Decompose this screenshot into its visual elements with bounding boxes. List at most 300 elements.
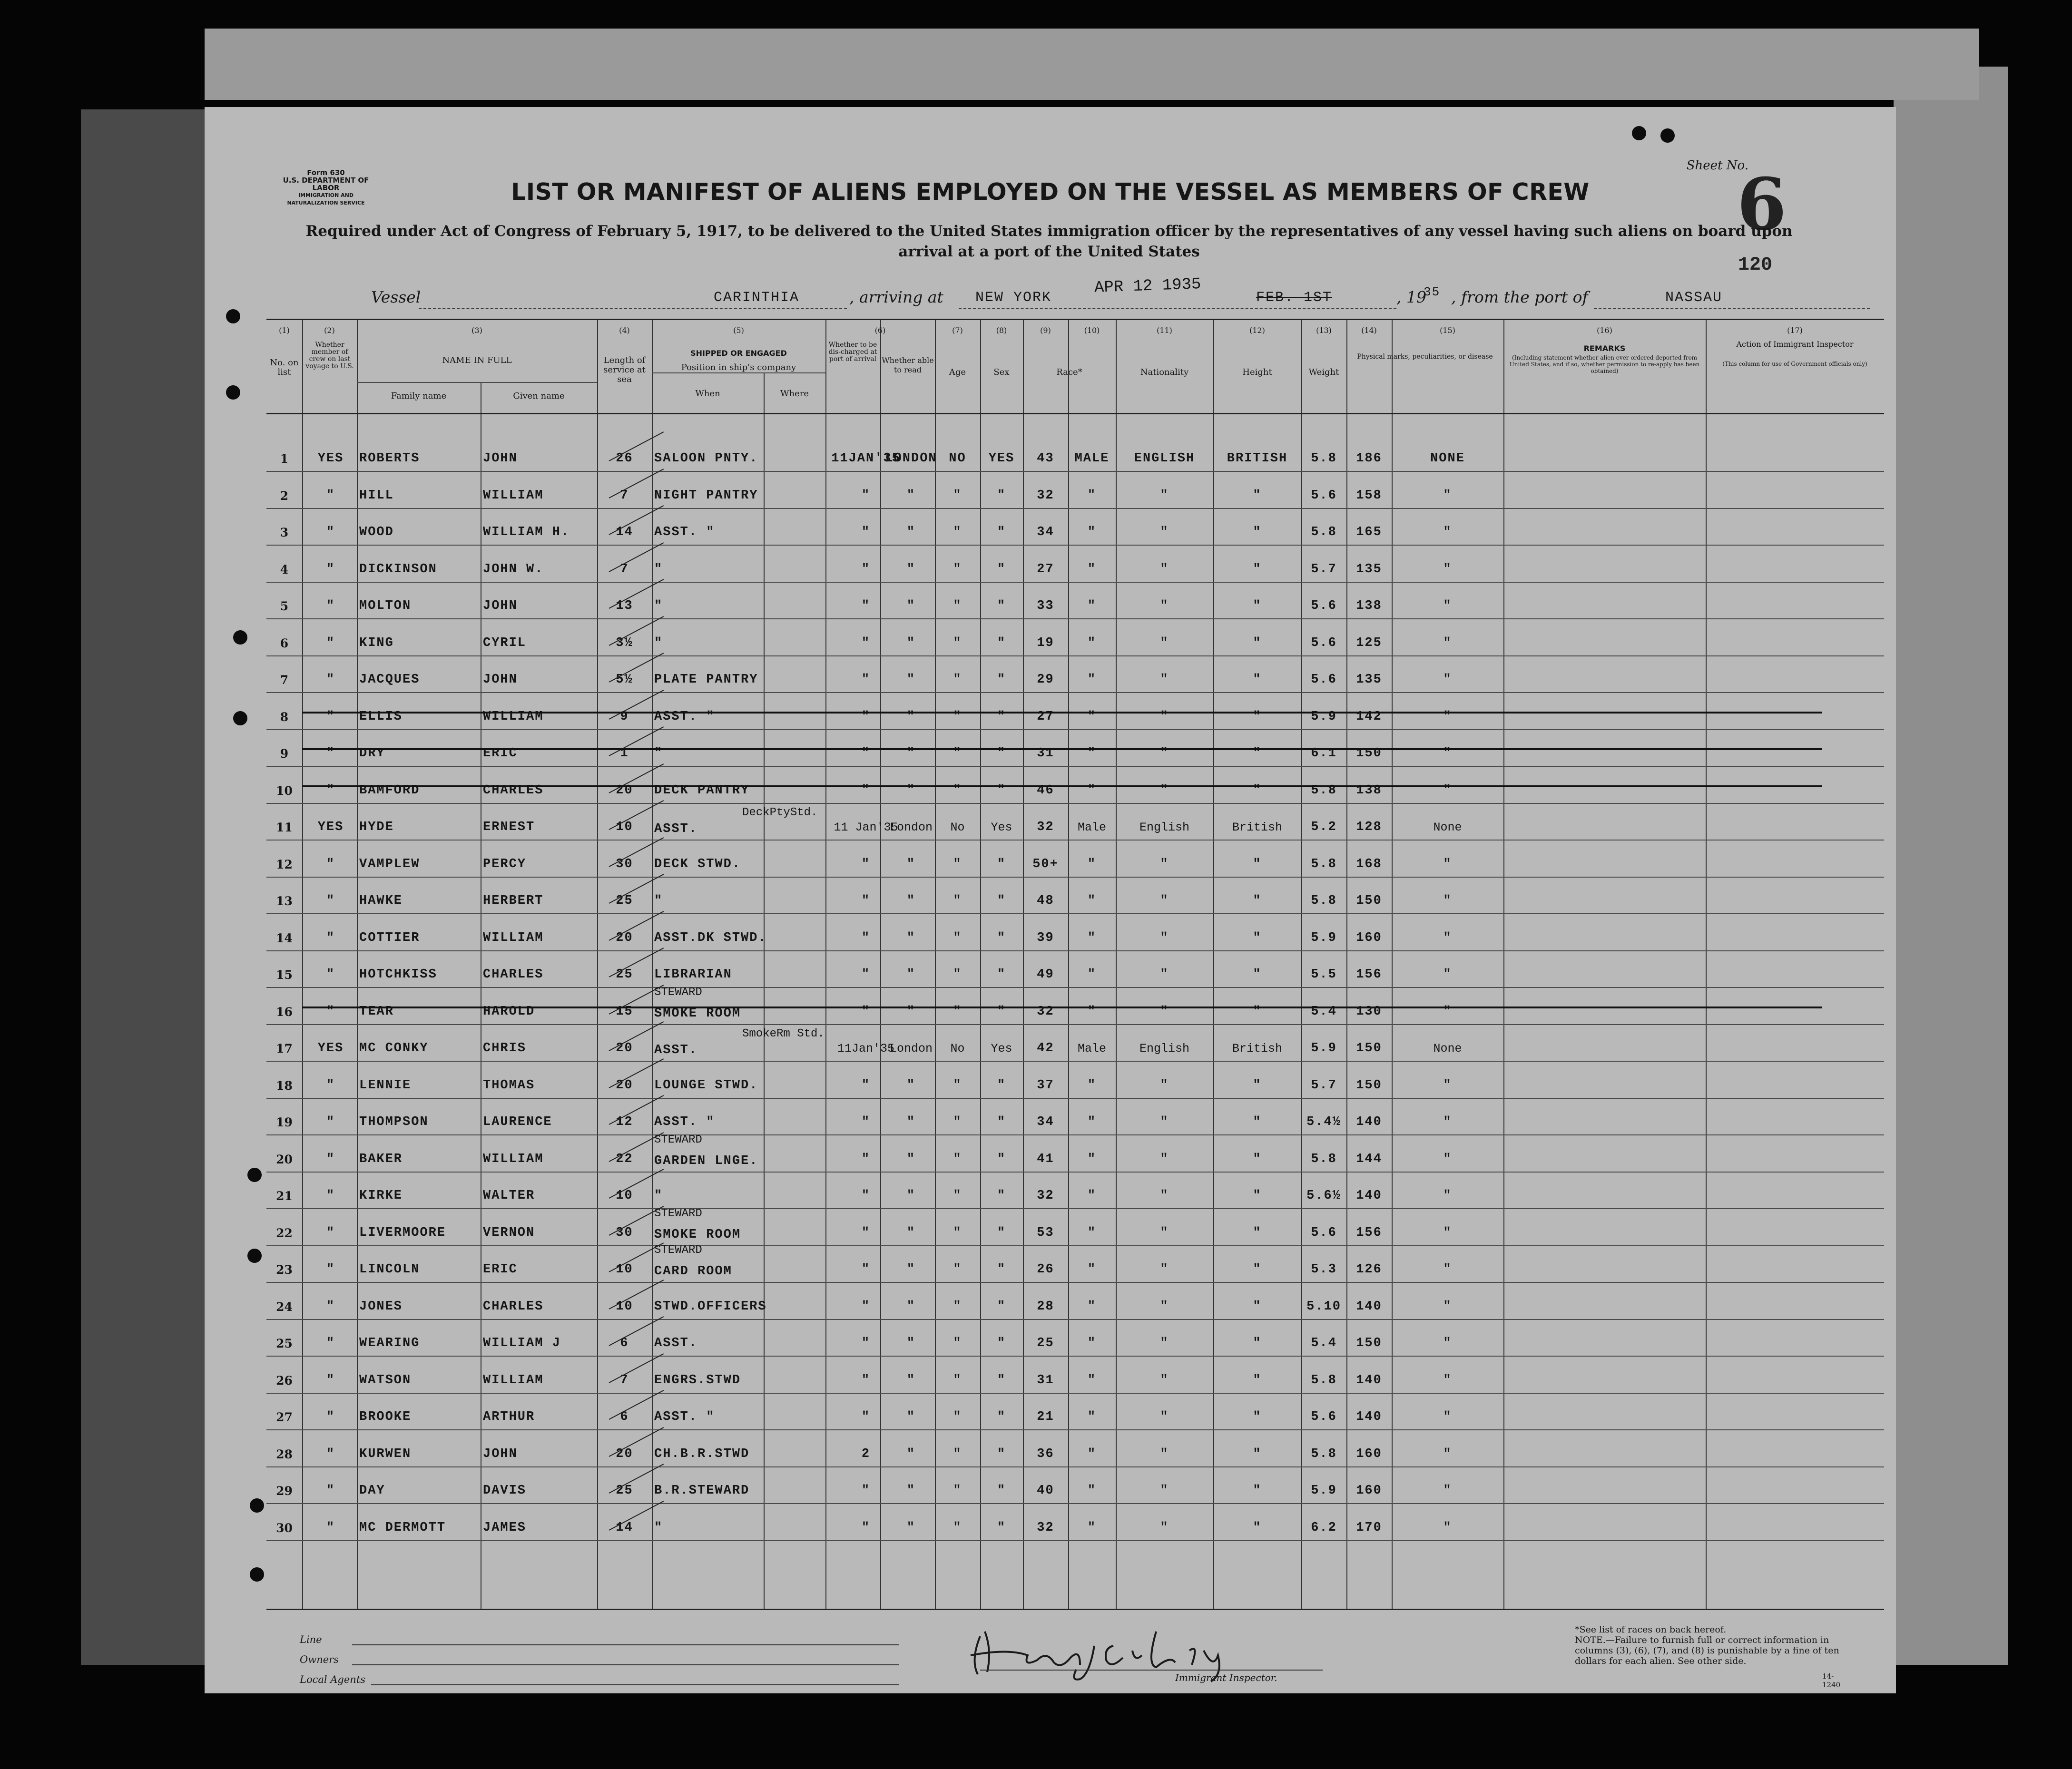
cell-family: JACQUES [359, 673, 420, 687]
cell-family: LENNIE [359, 1078, 412, 1093]
cell-marks: " [1443, 1299, 1452, 1314]
cell-position: ASST. [654, 822, 698, 836]
cell-given: HAROLD [483, 1004, 535, 1019]
cell-family: ELLIS [359, 709, 403, 724]
owners-label: Owners [300, 1654, 339, 1665]
cell-height: 5.6 [1311, 635, 1337, 650]
cell-marks: " [1443, 930, 1452, 945]
cell-family: HILL [359, 488, 394, 503]
cell-age: 32 [1037, 1004, 1054, 1019]
header-action: Action of Immigrant Inspector [1736, 340, 1854, 349]
cell-discharged: " [953, 488, 962, 503]
cell-read: " [997, 857, 1006, 871]
cell-read: " [997, 599, 1006, 613]
header-sex: Sex [993, 367, 1010, 377]
cell-service: 5½ [616, 673, 633, 687]
cell-given: CHRIS [483, 1041, 527, 1056]
cell-race: " [1160, 857, 1169, 871]
cell-service: 6 [620, 1410, 629, 1424]
cell-nationality: " [1253, 1078, 1262, 1093]
cell-race: " [1160, 1410, 1169, 1424]
cell-age: 48 [1037, 894, 1054, 908]
cell-service: 6 [620, 1336, 629, 1350]
cell-last-voyage: " [326, 635, 335, 650]
cell-discharged: No [950, 1042, 965, 1056]
cell-nationality: " [1253, 1004, 1262, 1019]
cell-marks: None [1433, 1042, 1462, 1056]
cell-age: 53 [1037, 1225, 1054, 1240]
cell-race: " [1160, 1299, 1169, 1314]
cell-discharged: " [953, 1299, 962, 1314]
cell-last-voyage: " [326, 1152, 335, 1166]
cell-where: LONDON [885, 451, 937, 466]
cell-race: English [1139, 1042, 1190, 1056]
cell-age: 32 [1037, 488, 1054, 503]
cell-marks: " [1443, 525, 1452, 539]
cell-where: " [906, 1115, 916, 1129]
cell-nationality: " [1253, 1520, 1262, 1535]
cell-marks: " [1443, 1373, 1452, 1388]
cell-sex: " [1087, 1004, 1097, 1019]
cell-height: 5.6 [1311, 673, 1337, 687]
cell-sex: " [1087, 894, 1097, 908]
header-remarks: REMARKS [1583, 344, 1626, 353]
cell-no: 16 [276, 1005, 293, 1019]
cell-no: 11 [276, 821, 293, 834]
cell-read: " [997, 1484, 1006, 1498]
cell-read: " [997, 1520, 1006, 1535]
cell-service: 20 [616, 930, 633, 945]
table-row [266, 1282, 1884, 1319]
cell-age: 36 [1037, 1446, 1054, 1461]
cell-where: " [906, 1484, 916, 1498]
col-num-5: (5) [733, 326, 744, 335]
cell-service: 20 [616, 1041, 633, 1056]
cell-race: " [1160, 1484, 1169, 1498]
header-no-on-list: No. on list [270, 358, 299, 377]
cell-family: HYDE [359, 820, 394, 834]
table-row [266, 619, 1884, 656]
cell-where: " [906, 635, 916, 650]
cell-height: 5.9 [1311, 1041, 1337, 1056]
vessel-name: CARINTHIA [714, 290, 800, 306]
cell-position: GARDEN LNGE. [654, 1153, 758, 1168]
cell-position: ASST. " [654, 525, 715, 539]
cell-marks: " [1443, 1225, 1452, 1240]
cell-given: JOHN [483, 673, 518, 687]
footnote [1575, 1624, 1846, 1666]
cell-height: 5.8 [1311, 1446, 1337, 1461]
cell-when: " [861, 894, 871, 908]
cell-read: " [997, 1336, 1006, 1350]
cell-sex: " [1087, 968, 1097, 982]
arriving-port: NEW YORK [975, 290, 1052, 306]
cell-where: " [906, 1078, 916, 1093]
cell-given: ARTHUR [483, 1410, 535, 1424]
cell-family: VAMPLEW [359, 857, 420, 871]
header-nationality: Nationality [1140, 367, 1189, 377]
cell-service: 10 [616, 1299, 633, 1314]
cell-nationality: " [1253, 599, 1262, 613]
cell-age: 32 [1037, 820, 1054, 834]
cell-sex: Male [1077, 821, 1106, 834]
cell-when: " [861, 1410, 871, 1424]
cell-weight: 135 [1356, 673, 1382, 687]
cell-nationality: " [1253, 1484, 1262, 1498]
cell-service: 20 [616, 1446, 633, 1461]
col-num-16: (16) [1597, 326, 1612, 335]
cell-family: BAKER [359, 1152, 403, 1166]
table-row [266, 1024, 1884, 1061]
cell-weight: 160 [1356, 930, 1382, 945]
cell-nationality: " [1253, 1152, 1262, 1166]
cell-no: 19 [276, 1115, 293, 1129]
cell-no: 30 [276, 1521, 293, 1535]
cell-height: 5.3 [1311, 1262, 1337, 1277]
cell-height: 5.8 [1311, 783, 1337, 798]
cell-given: DAVIS [483, 1484, 527, 1498]
cell-read: " [997, 1078, 1006, 1093]
cell-where: " [906, 1410, 916, 1424]
punch-hole [1632, 126, 1646, 140]
table-row [266, 840, 1884, 877]
cell-service: 13 [616, 599, 633, 613]
background-page-right [1894, 67, 2008, 1665]
cell-discharged: " [953, 857, 962, 871]
table-row [266, 950, 1884, 987]
cell-where: London [889, 821, 933, 834]
punch-hole [250, 1498, 264, 1513]
punch-hole [1660, 128, 1675, 143]
cell-position: ASST. " [654, 1410, 715, 1424]
cell-last-voyage: " [326, 783, 335, 798]
cell-height: 5.8 [1311, 1152, 1337, 1166]
cell-position: ENGRS.STWD [654, 1373, 741, 1388]
cell-position: " [654, 894, 663, 908]
cell-nationality: " [1253, 709, 1262, 724]
cell-position-note: STEWARD [654, 1244, 702, 1257]
table-row [266, 1504, 1884, 1541]
cell-given: LAURENCE [483, 1115, 552, 1129]
cell-race: " [1160, 1115, 1169, 1129]
cell-last-voyage: " [326, 525, 335, 539]
cell-given: JAMES [483, 1520, 527, 1535]
header-age: Age [949, 367, 966, 377]
cell-position: DECK PANTRY [654, 783, 750, 798]
cell-marks: " [1443, 746, 1452, 761]
cell-sex: " [1087, 525, 1097, 539]
cell-no: 29 [276, 1484, 293, 1498]
cell-age: 33 [1037, 599, 1054, 613]
cell-marks: " [1443, 1115, 1452, 1129]
cell-service: 10 [616, 1262, 633, 1277]
cell-nationality: " [1253, 562, 1262, 577]
cell-last-voyage: YES [317, 1041, 344, 1056]
cell-where: " [906, 562, 916, 577]
cell-age: 25 [1037, 1336, 1054, 1350]
cell-sex: " [1087, 709, 1097, 724]
punch-hole [247, 1249, 262, 1263]
cell-discharged: " [953, 1484, 962, 1498]
crew-table [266, 319, 1884, 1610]
cell-family: KURWEN [359, 1446, 412, 1461]
cell-sex: " [1087, 1115, 1097, 1129]
table-row [266, 914, 1884, 951]
cell-height: 5.6 [1311, 488, 1337, 503]
cell-when: " [861, 930, 871, 945]
cell-position: ASST. " [654, 1115, 715, 1129]
cell-last-voyage: " [326, 1078, 335, 1093]
cell-age: 27 [1037, 562, 1054, 577]
cell-race: " [1160, 1373, 1169, 1388]
table-row [266, 1356, 1884, 1393]
cell-height: 5.6 [1311, 1410, 1337, 1424]
cell-sex: " [1087, 930, 1097, 945]
col-num-13: (13) [1316, 326, 1332, 335]
cell-sex: Male [1077, 1042, 1106, 1056]
punch-hole [250, 1567, 264, 1582]
background-page-left [81, 109, 205, 1665]
cell-given: JOHN W. [483, 562, 544, 577]
cell-where: " [906, 525, 916, 539]
cell-nationality: " [1253, 1225, 1262, 1240]
cell-position: " [654, 562, 663, 577]
cell-read: " [997, 1410, 1006, 1424]
cell-no: 23 [276, 1263, 293, 1277]
cell-no: 7 [280, 673, 289, 687]
cell-age: 34 [1037, 525, 1054, 539]
cell-service: 25 [616, 968, 633, 982]
cell-when: " [861, 1373, 871, 1388]
cell-last-voyage: " [326, 1484, 335, 1498]
cell-race: " [1160, 525, 1169, 539]
cell-nationality: " [1253, 673, 1262, 687]
cell-weight: 138 [1356, 599, 1382, 613]
cell-age: 40 [1037, 1484, 1054, 1498]
cell-no: 13 [276, 894, 293, 908]
cell-discharged: " [953, 1225, 962, 1240]
col-num-6: (6) [874, 326, 886, 335]
cell-weight: 126 [1356, 1262, 1382, 1277]
cell-position: DECK STWD. [654, 857, 741, 871]
cell-service: 20 [616, 783, 633, 798]
col-num-7: (7) [952, 326, 963, 335]
cell-race: " [1160, 968, 1169, 982]
header-where: Where [780, 389, 809, 399]
cell-when: 2 [861, 1446, 871, 1461]
cell-age: 43 [1037, 451, 1054, 466]
cell-no: 6 [280, 636, 289, 650]
table-row [266, 693, 1884, 730]
cell-last-voyage: " [326, 1520, 335, 1535]
cell-marks: " [1443, 1520, 1452, 1535]
cell-sex: " [1087, 1189, 1097, 1203]
cell-age: 32 [1037, 1189, 1054, 1203]
cell-service: 1 [620, 746, 629, 761]
cell-sex: " [1087, 562, 1097, 577]
cell-nationality: " [1253, 930, 1262, 945]
col-num-17: (17) [1787, 326, 1803, 335]
cell-height: 5.10 [1306, 1299, 1341, 1314]
cell-last-voyage: " [326, 1299, 335, 1314]
cell-position: " [654, 1520, 663, 1535]
cell-when: " [861, 599, 871, 613]
cell-position: PLATE PANTRY [654, 673, 758, 687]
cell-weight: 156 [1356, 1225, 1382, 1240]
cell-age: 21 [1037, 1410, 1054, 1424]
cell-when: " [861, 673, 871, 687]
cell-weight: 135 [1356, 562, 1382, 577]
cancellation-line [302, 748, 1822, 750]
cell-no: 21 [276, 1189, 293, 1203]
vessel-label: Vessel [371, 288, 421, 306]
cell-last-voyage: " [326, 1373, 335, 1388]
cell-family: KING [359, 635, 394, 650]
arriving-label: , arriving at [849, 288, 943, 306]
cell-family: THOMPSON [359, 1115, 429, 1129]
cell-race: " [1160, 783, 1169, 798]
cell-given: WALTER [483, 1189, 535, 1203]
header-action-note: (This column for use of Government officials only) [1722, 361, 1867, 367]
table-row [266, 434, 1884, 471]
cell-age: 39 [1037, 930, 1054, 945]
cell-height: 5.6½ [1306, 1189, 1341, 1203]
cell-position: " [654, 599, 663, 613]
cell-no: 27 [276, 1410, 293, 1424]
cell-weight: 168 [1356, 857, 1382, 871]
footnote-fine: NOTE.—Failure to furnish full or correct information in columns (3), (6), (7), and (8) is punishable by a fine of ten dollars for each alien. See other side. [1575, 1635, 1839, 1666]
cell-when: " [861, 1520, 871, 1535]
cell-height: 5.4 [1311, 1336, 1337, 1350]
cell-where: " [906, 1004, 916, 1019]
cell-service: 7 [620, 562, 629, 577]
cell-marks: " [1443, 1484, 1452, 1498]
cell-where: " [906, 783, 916, 798]
cell-age: 28 [1037, 1299, 1054, 1314]
cell-read: " [997, 968, 1006, 982]
cell-nationality: " [1253, 635, 1262, 650]
table-row [266, 877, 1884, 914]
cell-marks: " [1443, 857, 1452, 871]
cell-race: " [1160, 930, 1169, 945]
header-discharged: Whether to be dis-charged at port of arrival [828, 341, 877, 363]
cell-discharged: " [953, 673, 962, 687]
cell-nationality: " [1253, 894, 1262, 908]
cell-service: 7 [620, 488, 629, 503]
cell-marks: " [1443, 488, 1452, 503]
cell-when: " [861, 1262, 871, 1277]
cell-when: " [861, 1299, 871, 1314]
cell-when: " [861, 1004, 871, 1019]
cell-position: LIBRARIAN [654, 968, 732, 982]
col-num-8: (8) [996, 326, 1007, 335]
cell-no: 1 [280, 452, 289, 466]
cell-race: " [1160, 1078, 1169, 1093]
cell-when: " [861, 1189, 871, 1203]
cell-service: 20 [616, 1078, 633, 1093]
print-code: 14-1240 [1822, 1672, 1841, 1689]
col-num-11: (11) [1157, 326, 1172, 335]
cell-nationality: " [1253, 1410, 1262, 1424]
cell-weight: 150 [1356, 894, 1382, 908]
local-agents-label: Local Agents [300, 1674, 366, 1685]
cell-no: 5 [280, 599, 289, 613]
cell-age: 34 [1037, 1115, 1054, 1129]
cell-age: 26 [1037, 1262, 1054, 1277]
cell-no: 8 [280, 710, 289, 724]
cell-age: 31 [1037, 746, 1054, 761]
cell-marks: " [1443, 968, 1452, 982]
cell-position: SALOON PNTY. [654, 451, 758, 466]
cell-weight: 150 [1356, 746, 1382, 761]
cell-weight: 150 [1356, 1041, 1382, 1056]
cell-sex: " [1087, 1336, 1097, 1350]
cell-read: " [997, 783, 1006, 798]
cell-race: " [1160, 1262, 1169, 1277]
cell-sex: " [1087, 1225, 1097, 1240]
cell-position-note: DeckPtyStd. [742, 806, 818, 819]
cell-weight: 125 [1356, 635, 1382, 650]
cell-where: " [906, 1336, 916, 1350]
table-row [266, 1245, 1884, 1282]
cell-family: MC CONKY [359, 1041, 429, 1056]
cell-family: HOTCHKISS [359, 968, 437, 982]
manifest-page [205, 107, 1896, 1693]
table-row [266, 1209, 1884, 1246]
cell-position: CARD ROOM [654, 1264, 732, 1279]
cell-last-voyage: " [326, 894, 335, 908]
cell-service: 14 [616, 1520, 633, 1535]
cell-given: JOHN [483, 1446, 518, 1461]
cell-discharged: " [953, 1115, 962, 1129]
cell-service: 7 [620, 1373, 629, 1388]
cell-sex: " [1087, 857, 1097, 871]
cell-discharged: NO [949, 451, 966, 466]
cell-read: " [997, 1115, 1006, 1129]
cell-family: MC DERMOTT [359, 1520, 446, 1535]
table-row [266, 987, 1884, 1025]
table-row [266, 1466, 1884, 1504]
punch-hole [247, 1168, 262, 1182]
sheet-sequence: 120 [1738, 254, 1772, 276]
table-row [266, 1172, 1884, 1209]
cell-service: 30 [616, 1225, 633, 1240]
cell-service: 10 [616, 820, 633, 834]
cell-discharged: " [953, 709, 962, 724]
cell-age: 46 [1037, 783, 1054, 798]
cell-age: 49 [1037, 968, 1054, 982]
cell-read: " [997, 1299, 1006, 1314]
header-family-name: Family name [391, 391, 447, 401]
col-num-4: (4) [619, 326, 630, 335]
cell-given: PERCY [483, 857, 527, 871]
cell-given: WILLIAM [483, 1152, 544, 1166]
cell-race: " [1160, 746, 1169, 761]
cell-when: " [861, 488, 871, 503]
cell-no: 15 [276, 968, 293, 982]
cell-discharged: No [950, 821, 965, 834]
header-position: Position in ship's company [681, 362, 796, 372]
cell-nationality: " [1253, 525, 1262, 539]
cell-family: DICKINSON [359, 562, 437, 577]
cell-race: English [1139, 821, 1190, 834]
cell-weight: 156 [1356, 968, 1382, 982]
cell-discharged: " [953, 968, 962, 982]
header-given-name: Given name [513, 391, 565, 401]
cell-sex: " [1087, 1078, 1097, 1093]
background-page-top [205, 29, 1979, 100]
cell-when: " [861, 525, 871, 539]
